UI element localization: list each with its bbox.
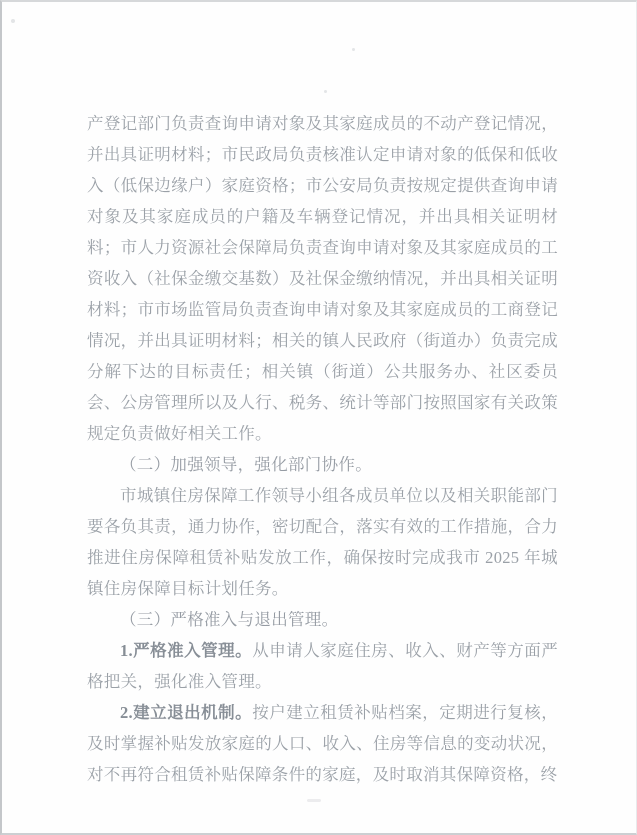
section-heading-3: （三）严格准入与退出管理。	[120, 610, 339, 629]
paragraph-item-2	[87, 697, 558, 790]
item-2-lead: 2.建立退出机制。	[120, 703, 253, 722]
document-text	[87, 108, 558, 790]
item-1-lead: 1.严格准入管理。	[120, 641, 253, 660]
scan-noise-speck	[352, 48, 355, 51]
item-1-text: 从申请人家庭住房、收入、财产等方面严格把关，强化准入管理。	[87, 641, 558, 691]
scan-noise-smudge	[307, 799, 321, 802]
paragraph-responsibilities: 产登记部门负责查询申请对象及其家庭成员的不动产登记情况，并出具证明材料；市民政局负责核准认定申请对象的低保和低收入（低保边缘户）家庭资格；市公安局负责按规定提供查询申请对象及其家庭成员的户籍及车辆登记情况，并出具相关证明材料；市人力资源社会保障局负责查询申请对象及其家庭成员的工资收入（社保金缴交基数）及社保金缴纳情况，并出具相关证明材料；市市场监管局负责查询申请对象及其家庭成员的工商登记情况，并出具证明材料；相关的镇人民政府（街道办）负责完成分解下达的目标责任；相关镇（街道）公共服务办、社区委员会、公房管理所以及人行、税务、统计等部门按照国家有关政策规定负责做好相关工作。	[87, 114, 558, 443]
scan-noise-speck	[11, 19, 15, 23]
paragraph-leadership: 市城镇住房保障工作领导小组各成员单位以及相关职能部门要各负其责，通力协作，密切配合，落实有效的工作措施，合力推进住房保障租赁补贴发放工作，确保按时完成我市 2025 年城镇住房保障目标计划任务。	[87, 486, 558, 598]
item-2-text: 按户建立租赁补贴档案，定期进行复核，及时掌握补贴发放家庭的人口、收入、住房等信息的变动状况，对不再符合租赁补贴保障条件的家庭，及时取消其保障资格，终	[87, 703, 558, 784]
scan-noise-speck	[324, 90, 327, 93]
paragraph-item-1	[87, 635, 558, 697]
section-heading-2: （二）加强领导，强化部门协作。	[120, 455, 372, 474]
